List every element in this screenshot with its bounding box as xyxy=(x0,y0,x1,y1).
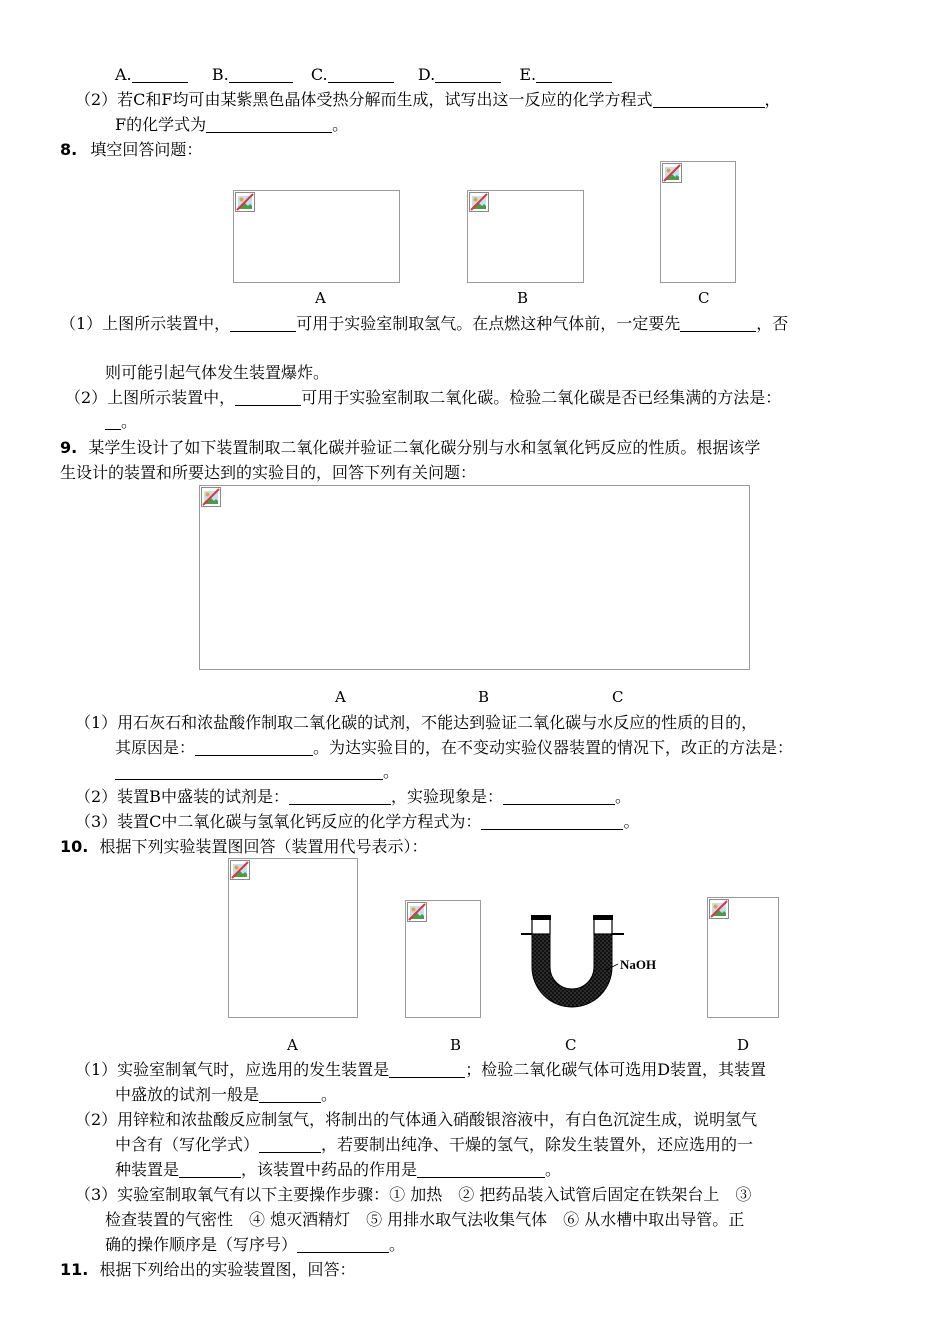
q10-s2-b: 中含有（写化学式） xyxy=(115,1135,260,1154)
q8-label-b: B xyxy=(517,289,529,307)
q10-label-c: C xyxy=(565,1036,577,1054)
q8-label-a: A xyxy=(315,289,326,307)
q7-blank-b[interactable] xyxy=(229,66,293,83)
q8-s1-continued: 则可能引起气体发生装置爆炸。 xyxy=(105,363,330,382)
q9-s1-blank-2[interactable] xyxy=(115,763,383,780)
q8-figure-b xyxy=(467,190,584,283)
q10-s3-line-3 xyxy=(105,1234,405,1256)
q7-blank-c[interactable] xyxy=(328,66,394,83)
q9-s1-line-1: （1）用石灰石和浓盐酸作制取二氧化碳的试剂，不能达到验证二氧化碳与水反应的性质的目的， xyxy=(75,713,758,732)
q9-s2-a: （2）装置B中盛装的试剂是： xyxy=(75,787,289,806)
q10-s1-b: ；检验二氧化碳气体可选用D装置，其装置 xyxy=(465,1060,767,1079)
q9-intro-1: 某学生设计了如下装置制取二氧化碳并验证二氧化碳分别与水和氢氧化钙反应的性质。根据该学 xyxy=(88,438,761,457)
q8-title: 填空回答问题： xyxy=(90,140,203,159)
q9-s3-line xyxy=(75,811,639,833)
q8-label-c: C xyxy=(698,289,710,307)
q8-s1-c: ，否 xyxy=(756,314,789,333)
q10-s2-blank-3[interactable] xyxy=(417,1161,545,1178)
q9-s3-blank[interactable] xyxy=(481,813,623,830)
q8-figure-c xyxy=(660,161,736,283)
q7-sub2-comma: ， xyxy=(764,90,781,109)
q7-answer-line-1 xyxy=(115,64,612,86)
q7-sub2-text: （2）若C和F均可由某紫黑色晶体受热分解而生成，试写出这一反应的化学方程式 xyxy=(75,90,653,109)
q7-sub2-f-line xyxy=(115,114,348,136)
q9-s2-blank-1[interactable] xyxy=(289,788,391,805)
q8-s1-blank-2[interactable] xyxy=(680,315,756,332)
q8-heading xyxy=(60,139,202,161)
q8-s2-blank-1[interactable] xyxy=(235,389,301,406)
q8-s2-blank-2[interactable] xyxy=(105,413,121,430)
q9-intro-line-2: 生设计的装置和所要达到的实验目的，回答下列有关问题： xyxy=(60,463,477,482)
q9-s1-line-2 xyxy=(115,737,793,759)
q11-number: 11. xyxy=(60,1260,89,1279)
q10-s3-line-1: （3）实验室制取氧气有以下主要操作步骤：① 加热 ② 把药品装入试管后固定在铁架台上 ③ xyxy=(75,1185,752,1204)
q10-number: 10. xyxy=(60,837,89,856)
q9-s3-end: 。 xyxy=(623,812,640,831)
broken-image-icon xyxy=(469,192,489,212)
q10-label-a: A xyxy=(287,1036,298,1054)
q7-label-a: A. xyxy=(115,65,132,84)
q10-title: 根据下列实验装置图回答（装置用代号表示）： xyxy=(99,837,428,856)
q10-s1-end: 。 xyxy=(321,1085,338,1104)
q10-s2-blank-2[interactable] xyxy=(179,1161,241,1178)
q10-s2-c: ，若要制出纯净、干燥的氢气，除发生装置外，还应选用的一 xyxy=(321,1135,754,1154)
q9-s1-end: 。 xyxy=(383,762,400,781)
q10-label-d: D xyxy=(737,1036,750,1054)
q11-heading xyxy=(60,1259,355,1281)
q11-title: 根据下列给出的实验装置图，回答： xyxy=(99,1260,356,1279)
q10-s1-c: 中盛放的试剂一般是 xyxy=(115,1085,260,1104)
broken-image-icon xyxy=(709,899,729,919)
q10-s2-line-2 xyxy=(115,1134,753,1156)
q9-s2-line xyxy=(75,786,631,808)
naoh-label: NaOH xyxy=(620,957,657,972)
q9-label-b: B xyxy=(478,688,490,706)
q10-s3-blank[interactable] xyxy=(297,1236,389,1253)
q10-s2-e: ，该装置中药品的作用是 xyxy=(241,1160,418,1179)
q7-label-b: B. xyxy=(211,65,229,84)
q9-label-a: A xyxy=(335,688,346,706)
q10-figure-a xyxy=(228,858,358,1018)
q7-blank-e[interactable] xyxy=(536,66,612,83)
q8-sub2-line xyxy=(65,387,781,409)
q9-s2-end: 。 xyxy=(614,787,631,806)
q10-s1-line-2 xyxy=(115,1084,337,1106)
q8-s2-b: 可用于实验室制取二氧化碳。检验二氧化碳是否已经集满的方法是： xyxy=(301,388,782,407)
q7-label-e: E. xyxy=(519,65,537,84)
q8-s2-end: 。 xyxy=(121,412,138,431)
q8-sub1-line xyxy=(60,313,788,335)
q10-s2-line-3 xyxy=(115,1159,561,1181)
q8-number: 8. xyxy=(60,140,78,159)
q10-s3-end: 。 xyxy=(389,1235,406,1254)
q10-s2-blank-1[interactable] xyxy=(259,1136,321,1153)
broken-image-icon xyxy=(235,192,255,212)
broken-image-icon xyxy=(201,487,221,507)
q7-label-c: C. xyxy=(310,65,328,84)
q9-s2-blank-2[interactable] xyxy=(503,788,615,805)
q10-s2-line-1: （2）用锌粒和浓盐酸反应制氢气，将制出的气体通入硝酸银溶液中，有白色沉淀生成，说明氢气 xyxy=(75,1110,758,1129)
q9-s1-b: 其原因是： xyxy=(115,738,196,757)
q10-label-b: B xyxy=(450,1036,462,1054)
q10-figure-d xyxy=(707,897,779,1018)
q10-s3-line-2: 检查装置的气密性 ④ 熄灭酒精灯 ⑤ 用排水取气法收集气体 ⑥ 从水槽中取出导管。正 xyxy=(105,1210,745,1229)
q8-figure-a xyxy=(233,190,400,283)
q7-sub2-line xyxy=(75,89,781,111)
q8-s1-b: 可用于实验室制取氢气。在点燃这种气体前，一定要先 xyxy=(296,314,681,333)
q7-blank-d[interactable] xyxy=(435,66,501,83)
q7-label-d: D. xyxy=(417,65,436,84)
q10-figure-b xyxy=(405,900,481,1018)
q9-s1-c: 。为达实验目的，在不变动实验仪器装置的情况下，改正的方法是： xyxy=(313,738,794,757)
q10-s1-blank-1[interactable] xyxy=(389,1061,465,1078)
q7-f-label: F的化学式为 xyxy=(115,115,207,134)
q9-intro-line-1 xyxy=(60,437,760,459)
q10-heading xyxy=(60,836,427,858)
q10-s3-c: 确的操作顺序是（写序号） xyxy=(105,1235,298,1254)
q10-s2-end: 。 xyxy=(545,1160,562,1179)
q7-f-formula-blank[interactable] xyxy=(206,116,332,133)
q9-number: 9. xyxy=(60,438,78,457)
q8-sub2-end-line xyxy=(105,411,137,433)
q10-s2-d: 种装置是 xyxy=(115,1160,180,1179)
q10-s1-line-1 xyxy=(75,1059,766,1081)
broken-image-icon xyxy=(230,860,250,880)
q8-s2-a: （2）上图所示装置中， xyxy=(65,388,236,407)
q9-label-c: C xyxy=(612,688,624,706)
q7-sub2-equation-blank[interactable] xyxy=(653,91,765,108)
q7-sub2-end: 。 xyxy=(332,115,349,134)
broken-image-icon xyxy=(662,163,682,183)
q9-s2-b: ，实验现象是： xyxy=(390,787,503,806)
q7-blank-a[interactable] xyxy=(132,66,188,83)
q9-s1-line-3 xyxy=(115,761,399,783)
q9-s1-blank-1[interactable] xyxy=(195,739,313,756)
q9-figure xyxy=(199,485,750,670)
q8-s1-blank-1[interactable] xyxy=(230,315,296,332)
q10-s1-blank-2[interactable] xyxy=(259,1086,321,1103)
q10-s1-a: （1）实验室制氧气时，应选用的发生装置是 xyxy=(75,1060,390,1079)
q8-s1-a: （1）上图所示装置中， xyxy=(60,314,231,333)
broken-image-icon xyxy=(407,902,427,922)
q9-s3-a: （3）装置C中二氧化碳与氢氧化钙反应的化学方程式为： xyxy=(75,812,482,831)
